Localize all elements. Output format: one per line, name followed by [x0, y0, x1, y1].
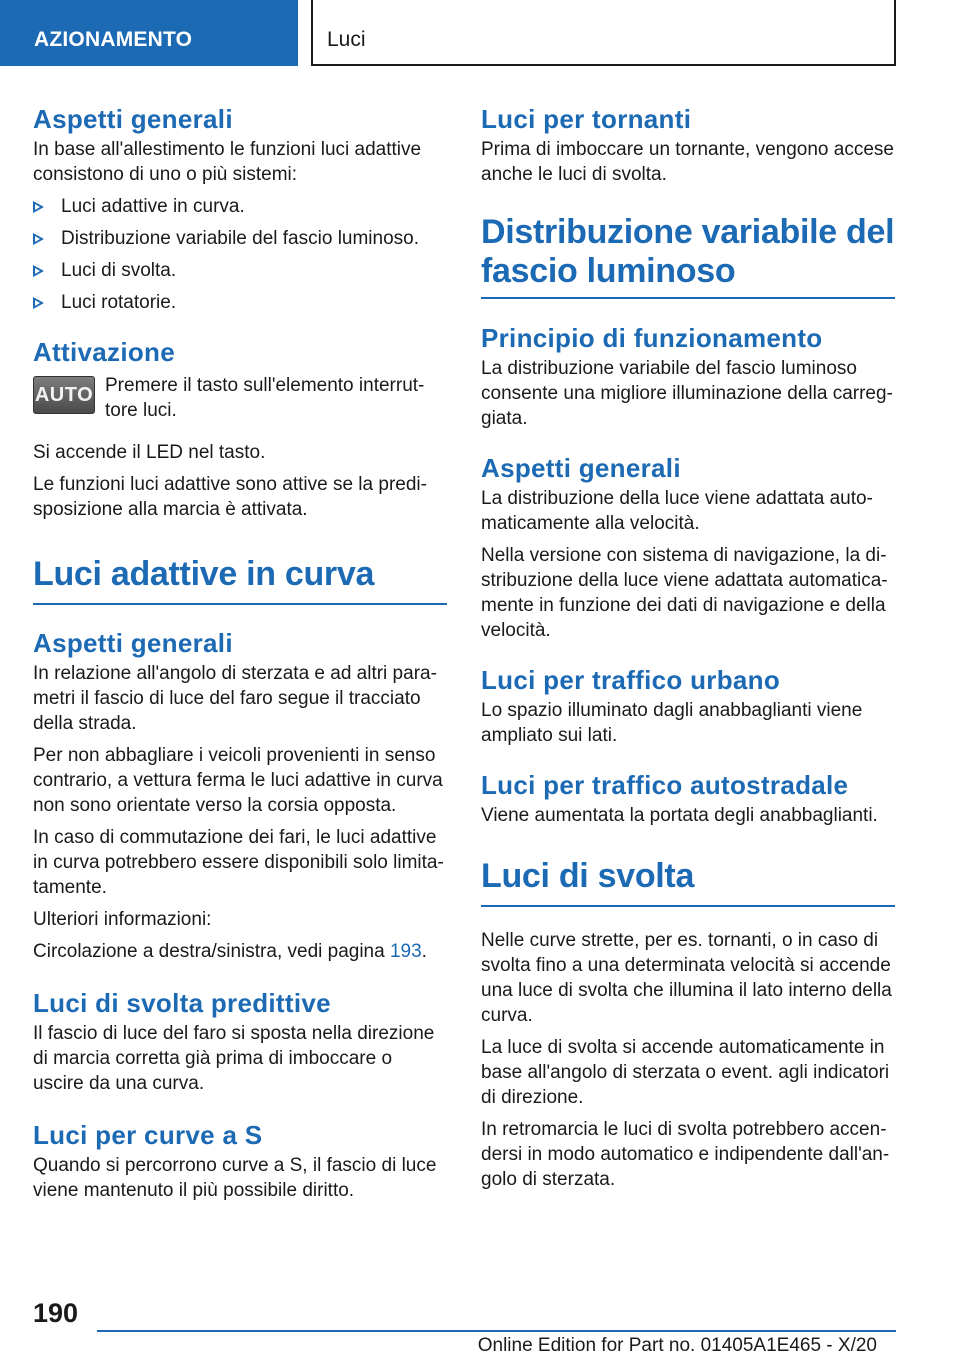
curve-paragraph-2: Per non abbagliare i veicoli provenienti in senso contrario, a vettura ferma le luci adattive in curva non sono orientate verso la corsia opposta.: [33, 745, 443, 816]
page-number: 190: [33, 1298, 79, 1328]
highway-text: Viene aumentata la portata degli anabbaglianti.: [481, 805, 878, 826]
header-section-label: AZIONAMENTO: [34, 28, 193, 51]
list-item-text: Distribuzione variabile del fascio luminoso.: [61, 228, 420, 249]
right-column: [481, 102, 895, 1192]
left-column: [33, 102, 447, 1203]
auto-button-block: [33, 373, 447, 423]
principle-heading: Principio di funzionamento: [481, 323, 823, 353]
right-general-paragraph-1: La distribuzione della luce viene adattata auto-maticamente alla velocità.: [481, 488, 873, 534]
systems-list: [33, 194, 447, 315]
s-curve-heading: Luci per curve a S: [33, 1120, 263, 1150]
general-text: In base all'allestimento le funzioni luci adattive consistono di uno o più sistemi:: [33, 139, 422, 185]
reference-text: [33, 939, 447, 964]
s-curve-text: Quando si percorrono curve a S, il fascio di luce viene mantenuto il più possibile diritto.: [33, 1155, 437, 1201]
list-item: [33, 194, 447, 219]
triangle-bullet-icon: [33, 265, 44, 277]
turn-paragraph-3: In retromarcia le luci di svolta potrebbero accen-dersi in modo automatico e indipendente dall'an-golo di sterzata.: [481, 1119, 890, 1190]
section-rule: [481, 905, 895, 907]
activation-text: Premere il tasto sull'elemento interrut-tore luci.: [105, 375, 425, 421]
reference-end: .: [421, 941, 427, 962]
right-general-heading: Aspetti generali: [481, 453, 681, 483]
principle-text: La distribuzione variabile del fascio luminoso consente una migliore illuminazione della carreg-giata.: [481, 358, 893, 429]
turn-paragraph-1: Nelle curve strette, per es. tornanti, o in caso di svolta fino a una determinata velocità si accende una luce di svolta che illumina il lato interno della curva.: [481, 930, 892, 1026]
more-info-text: Ulteriori informazioni:: [33, 909, 212, 930]
page-reference-link[interactable]: 193: [389, 941, 422, 962]
header-chapter-box: [311, 0, 896, 66]
triangle-bullet-icon: [33, 297, 44, 309]
header-chapter-label: Luci: [327, 28, 366, 51]
footer-rule: [97, 1330, 896, 1332]
section-rule: [33, 603, 447, 605]
section-rule: [481, 297, 895, 299]
list-item-text: Luci rotatorie.: [61, 292, 177, 313]
footer-edition-text: Online Edition for Part no. 01405A1E465 - X/20: [477, 1335, 877, 1356]
curve-general-heading: Aspetti generali: [33, 628, 233, 658]
urban-text: Lo spazio illuminato dagli anabbaglianti viene ampliato sui lati.: [481, 700, 863, 746]
list-item-text: Luci di svolta.: [61, 260, 177, 281]
curve-paragraph-1: In relazione all'angolo di sterzata e ad altri para-metri il fascio di luce del faro segue il tracciato della strada.: [33, 663, 437, 734]
activation-text-2: Le funzioni luci adattive sono attive se la predi-sposizione alla marcia è attivata.: [33, 474, 427, 520]
list-item: [33, 290, 447, 315]
list-item: [33, 258, 447, 283]
triangle-bullet-icon: [33, 233, 44, 245]
right-general-paragraph-2: Nella versione con sistema di navigazione, la di-stribuzione della luce viene adattata automatica-mente in funzione dei dati di navigazione e della velocità.: [481, 545, 888, 641]
reference-label: Circolazione a destra/sinistra, vedi pagina: [33, 941, 390, 962]
curve-paragraph-3: In caso di commutazione dei fari, le luci adattive in curva potrebbero essere disponibili solo limita-tamente.: [33, 827, 444, 898]
turn-lights-heading: Luci di svolta: [481, 857, 695, 895]
hairpin-heading: Luci per tornanti: [481, 104, 692, 134]
urban-heading: Luci per traffico urbano: [481, 665, 781, 695]
auto-button-icon: AUTO: [33, 376, 95, 414]
predictive-heading: Luci di svolta predittive: [33, 988, 331, 1018]
predictive-text: Il fascio di luce del faro si sposta nella direzione di marcia corretta già prima di imboccare o uscire da una curva.: [33, 1023, 435, 1094]
list-item: [33, 226, 447, 251]
header-section-tab: [0, 0, 298, 66]
triangle-bullet-icon: [33, 201, 44, 213]
turn-paragraph-2: La luce di svolta si accende automaticamente in base all'angolo di sterzata o event. agli indicatori di direzione.: [481, 1037, 890, 1108]
led-text: Si accende il LED nel tasto.: [33, 442, 266, 463]
hairpin-text: Prima di imboccare un tornante, vengono accese anche le luci di svolta.: [481, 139, 894, 185]
list-item-text: Luci adattive in curva.: [61, 196, 245, 217]
adaptive-curve-heading: Luci adattive in curva: [33, 555, 375, 593]
activation-heading: Attivazione: [33, 337, 175, 367]
general-heading: Aspetti generali: [33, 104, 233, 134]
variable-distribution-heading: Distribuzione variabile del fascio luminoso: [481, 213, 895, 290]
highway-heading: Luci per traffico autostradale: [481, 770, 849, 800]
